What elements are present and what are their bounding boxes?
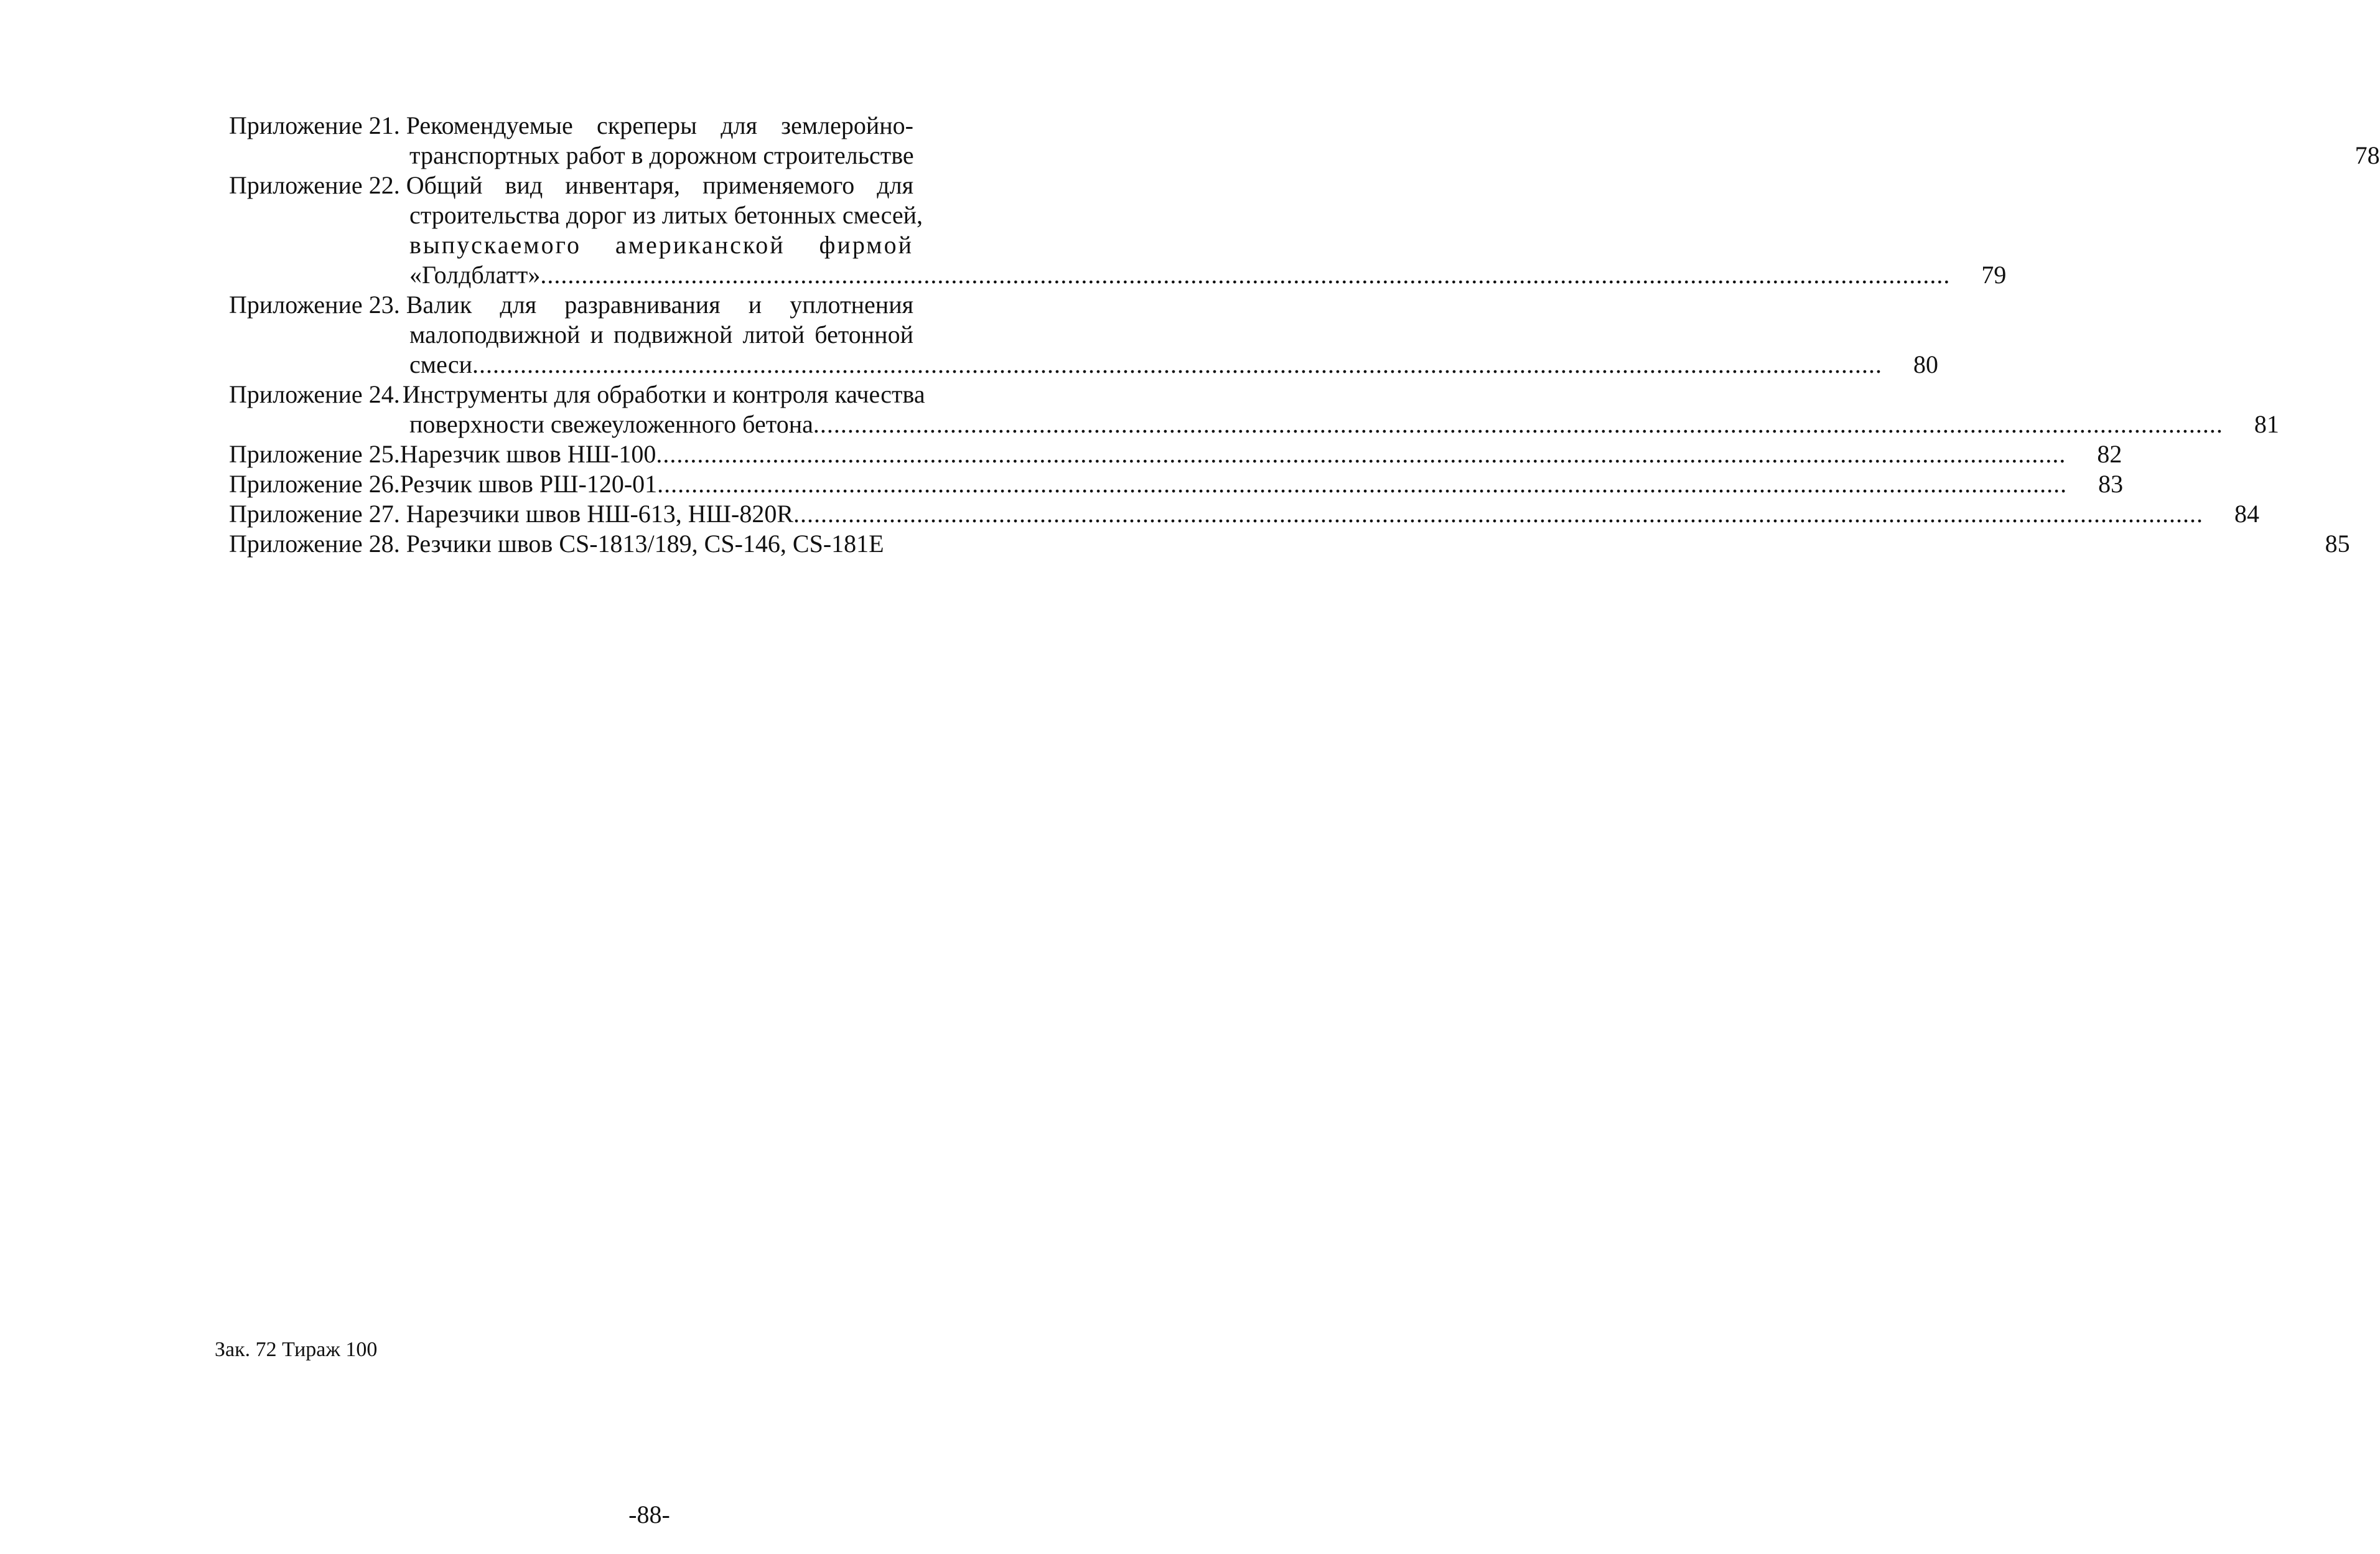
page-number: -88- xyxy=(628,1500,670,1528)
toc-page-number: 82 xyxy=(2097,440,2122,468)
page-number-wrapper xyxy=(0,1500,1106,1529)
toc-page-number: 80 xyxy=(1913,350,1938,378)
toc-entry-title: транспортных работ в дорожном строительстве xyxy=(409,141,914,169)
toc-entry-28 xyxy=(229,529,2350,559)
toc-page-number: 84 xyxy=(2234,500,2260,528)
leader-dots xyxy=(540,260,1950,290)
toc-entry-title: Нарезчик швов НШ-100 xyxy=(399,440,656,468)
toc-page-number: 79 xyxy=(1981,261,2007,289)
toc-entry-title: Инструменты для обработки и контроля качества xyxy=(402,380,925,408)
toc-entry-prefix: Приложение 28. xyxy=(229,530,400,558)
toc-entry-prefix: Приложение 27. xyxy=(229,500,400,528)
toc-entry-prefix: Приложение 24. xyxy=(229,380,400,408)
toc-entry-title: строительства дорог из литых бетонных смесей, xyxy=(409,201,923,229)
toc-entry-title: выпускаемого американской фирмой xyxy=(409,231,913,259)
toc-entry-title: поверхности свежеуложенного бетона xyxy=(409,410,813,438)
toc-entry-prefix: Приложение 25. xyxy=(229,440,400,468)
toc-entry-24 xyxy=(229,380,2279,439)
toc-entry-22 xyxy=(229,171,2007,290)
toc-page-number: 83 xyxy=(2098,470,2124,498)
print-order-info: Зак. 72 Тираж 100 xyxy=(215,1338,378,1361)
toc-entry-prefix: Приложение 23. xyxy=(229,291,400,319)
toc-entry-title: Рекомендуемые скреперы для землеройно- xyxy=(406,111,913,139)
toc-entry-title: Валик для разравнивания и уплотнения xyxy=(406,291,913,319)
table-of-contents xyxy=(229,111,2380,559)
toc-entry-title: малоподвижной и подвижной литой бетонной xyxy=(409,321,913,349)
toc-entry-title: Резчики швов CS-1813/189, CS-146, CS-181E xyxy=(406,530,884,558)
leader-dots xyxy=(813,410,2223,439)
leader-dots xyxy=(793,499,2203,529)
toc-page-number: 81 xyxy=(2254,410,2279,438)
toc-entry-title: Резчик швов РШ-120-01 xyxy=(399,470,658,498)
toc-entry-title: Нарезчики швов НШ-613, НШ-820R xyxy=(406,500,794,528)
toc-page-number: 78 xyxy=(2354,141,2380,169)
toc-entry-title: «Голдблатт» xyxy=(409,261,541,289)
leader-dots xyxy=(657,469,2067,499)
toc-entry-prefix: Приложение 22. xyxy=(229,171,400,199)
toc-entry-21 xyxy=(229,111,2380,171)
toc-entry-title: Общий вид инвентаря, применяемого для xyxy=(406,171,913,199)
toc-entry-prefix: Приложение 21. xyxy=(229,111,400,139)
leader-dots xyxy=(472,350,1882,380)
toc-entry-25 xyxy=(229,439,2122,469)
leader-dots xyxy=(656,439,2066,469)
toc-entry-prefix: Приложение 26. xyxy=(229,470,400,498)
toc-entry-26 xyxy=(229,469,2124,499)
toc-entry-23 xyxy=(229,290,1938,380)
toc-entry-title: смеси xyxy=(409,350,472,378)
toc-page-number: 85 xyxy=(2325,530,2350,558)
toc-entry-27 xyxy=(229,499,2260,529)
